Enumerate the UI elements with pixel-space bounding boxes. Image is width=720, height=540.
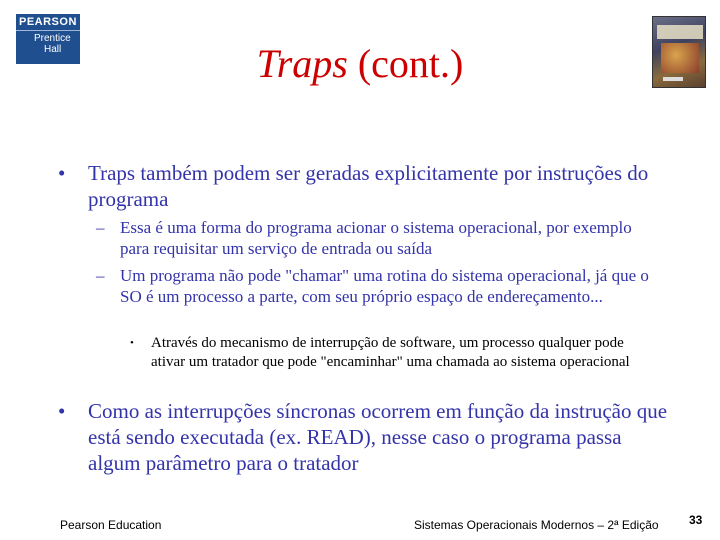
dash-item-2: [96, 265, 660, 307]
logo-hall-text: Hall: [44, 44, 62, 55]
logo-prentice-text: Prentice: [34, 33, 71, 44]
dash-item-1: [96, 217, 660, 259]
title-rest: (cont.): [347, 41, 464, 86]
title-italic: Traps: [256, 41, 348, 86]
footer-publisher: Pearson Education: [60, 518, 162, 532]
sub-bullet-text: Através do mecanismo de interrupção de software, um processo qualquer pode ativar um tratador que pode "encaminhar" uma chamada ao sistema operacional: [151, 335, 630, 370]
footer-book-title: Sistemas Operacionais Modernos – 2ª Edição: [414, 518, 659, 532]
dash-marker: –: [96, 266, 105, 285]
bullet-text: Traps também podem ser geradas explicitamente por instruções do programa: [88, 161, 649, 211]
book-cover-image: [652, 16, 706, 88]
bullet-text: Como as interrupções síncronas ocorrem em função da instrução que está sendo executada (ex. READ), nesse caso o programa passa algum parâmetro para o tratador: [88, 399, 668, 475]
bullet-item-2: [58, 398, 668, 476]
sub-bullet-item: [130, 334, 631, 372]
dash-text: Essa é uma forma do programa acionar o sistema operacional, por exemplo para requisitar um serviço de entrada ou saída: [120, 218, 632, 258]
page-number: 33: [689, 513, 703, 527]
sub-bullet-marker: •: [130, 337, 134, 349]
logo-pearson-text: PEARSON: [16, 14, 80, 31]
slide-title: [0, 40, 720, 87]
bullet-marker: •: [58, 399, 66, 423]
dash-marker: –: [96, 218, 105, 237]
bullet-item-1: [58, 160, 668, 212]
dash-text: Um programa não pode "chamar" uma rotina do sistema operacional, já que o SO é um processo a parte, com seu próprio espaço de endereçamento...: [120, 266, 649, 306]
bullet-marker: •: [58, 161, 66, 185]
